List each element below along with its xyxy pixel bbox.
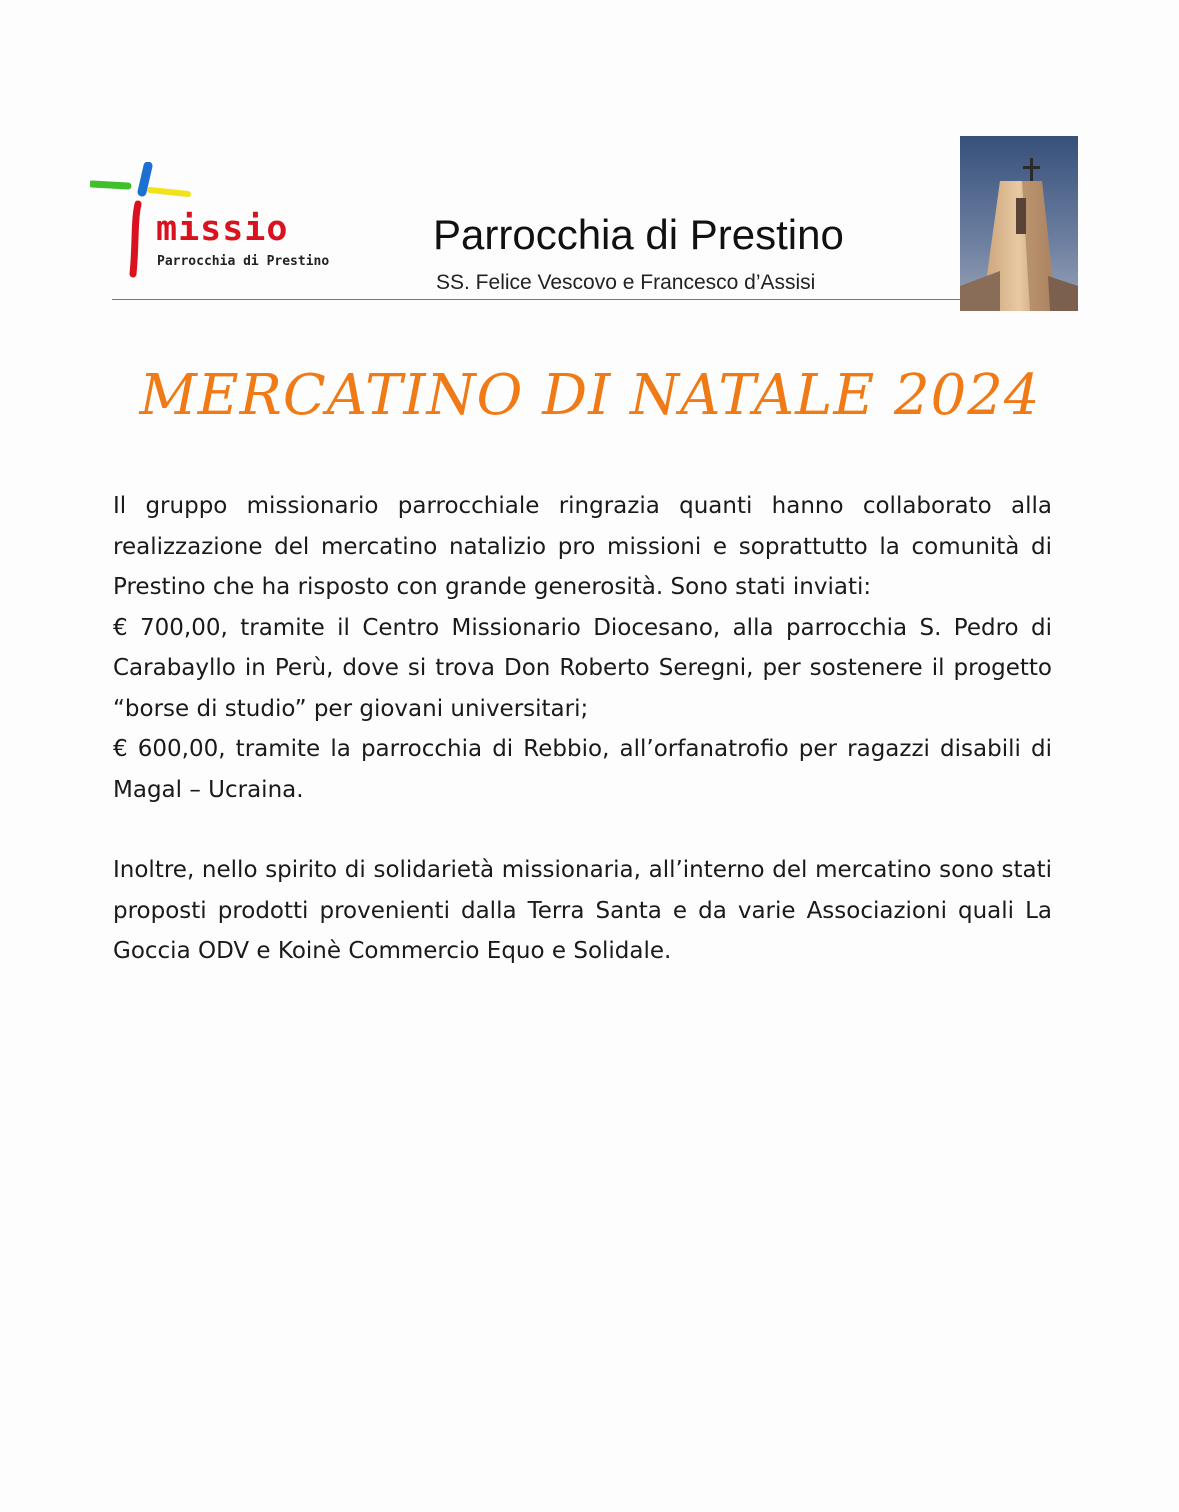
logo-subtitle: Parrocchia di Prestino: [157, 254, 330, 269]
paragraph-donation-peru: € 700,00, tramite il Centro Missionario Diocesano, alla parrocchia S. Pedro di Carabayllo in Perù, dove si trova Don Roberto Seregni, per sostenere il progetto “borse di studio” per giovani universitari;: [113, 614, 1052, 722]
parish-subtitle: SS. Felice Vescovo e Francesco d’Assisi: [436, 271, 816, 294]
church-photo: [960, 136, 1078, 311]
paragraph-intro: Il gruppo missionario parrocchiale ringrazia quanti hanno collaborato alla realizzazione del mercatino natalizio pro missioni e soprattutto la comunità di Prestino che ha risposto con grande generosità. Sono stati inviati:: [113, 493, 1052, 600]
missio-logo: [90, 162, 370, 282]
header-divider: [112, 299, 962, 300]
paragraph-donation-ukraine: € 600,00, tramite la parrocchia di Rebbio, all’orfanatrofio per ragazzi disabili di Magal – Ucraina.: [113, 736, 1052, 803]
church-bell-tower-icon: [960, 136, 1078, 311]
headline: MERCATINO DI NATALE 2024: [139, 363, 1041, 428]
logo-wordmark: missio: [156, 209, 289, 249]
parish-title: Parrocchia di Prestino: [433, 211, 844, 258]
paragraph-solidarity: Inoltre, nello spirito di solidarietà missionaria, all’interno del mercatino sono stati proposti prodotti provenienti dalla Terra Santa e da varie Associazioni quali La Goccia ODV e Koinè Commercio Equo e Solidale.: [113, 857, 1052, 964]
body-text: [113, 486, 1052, 972]
